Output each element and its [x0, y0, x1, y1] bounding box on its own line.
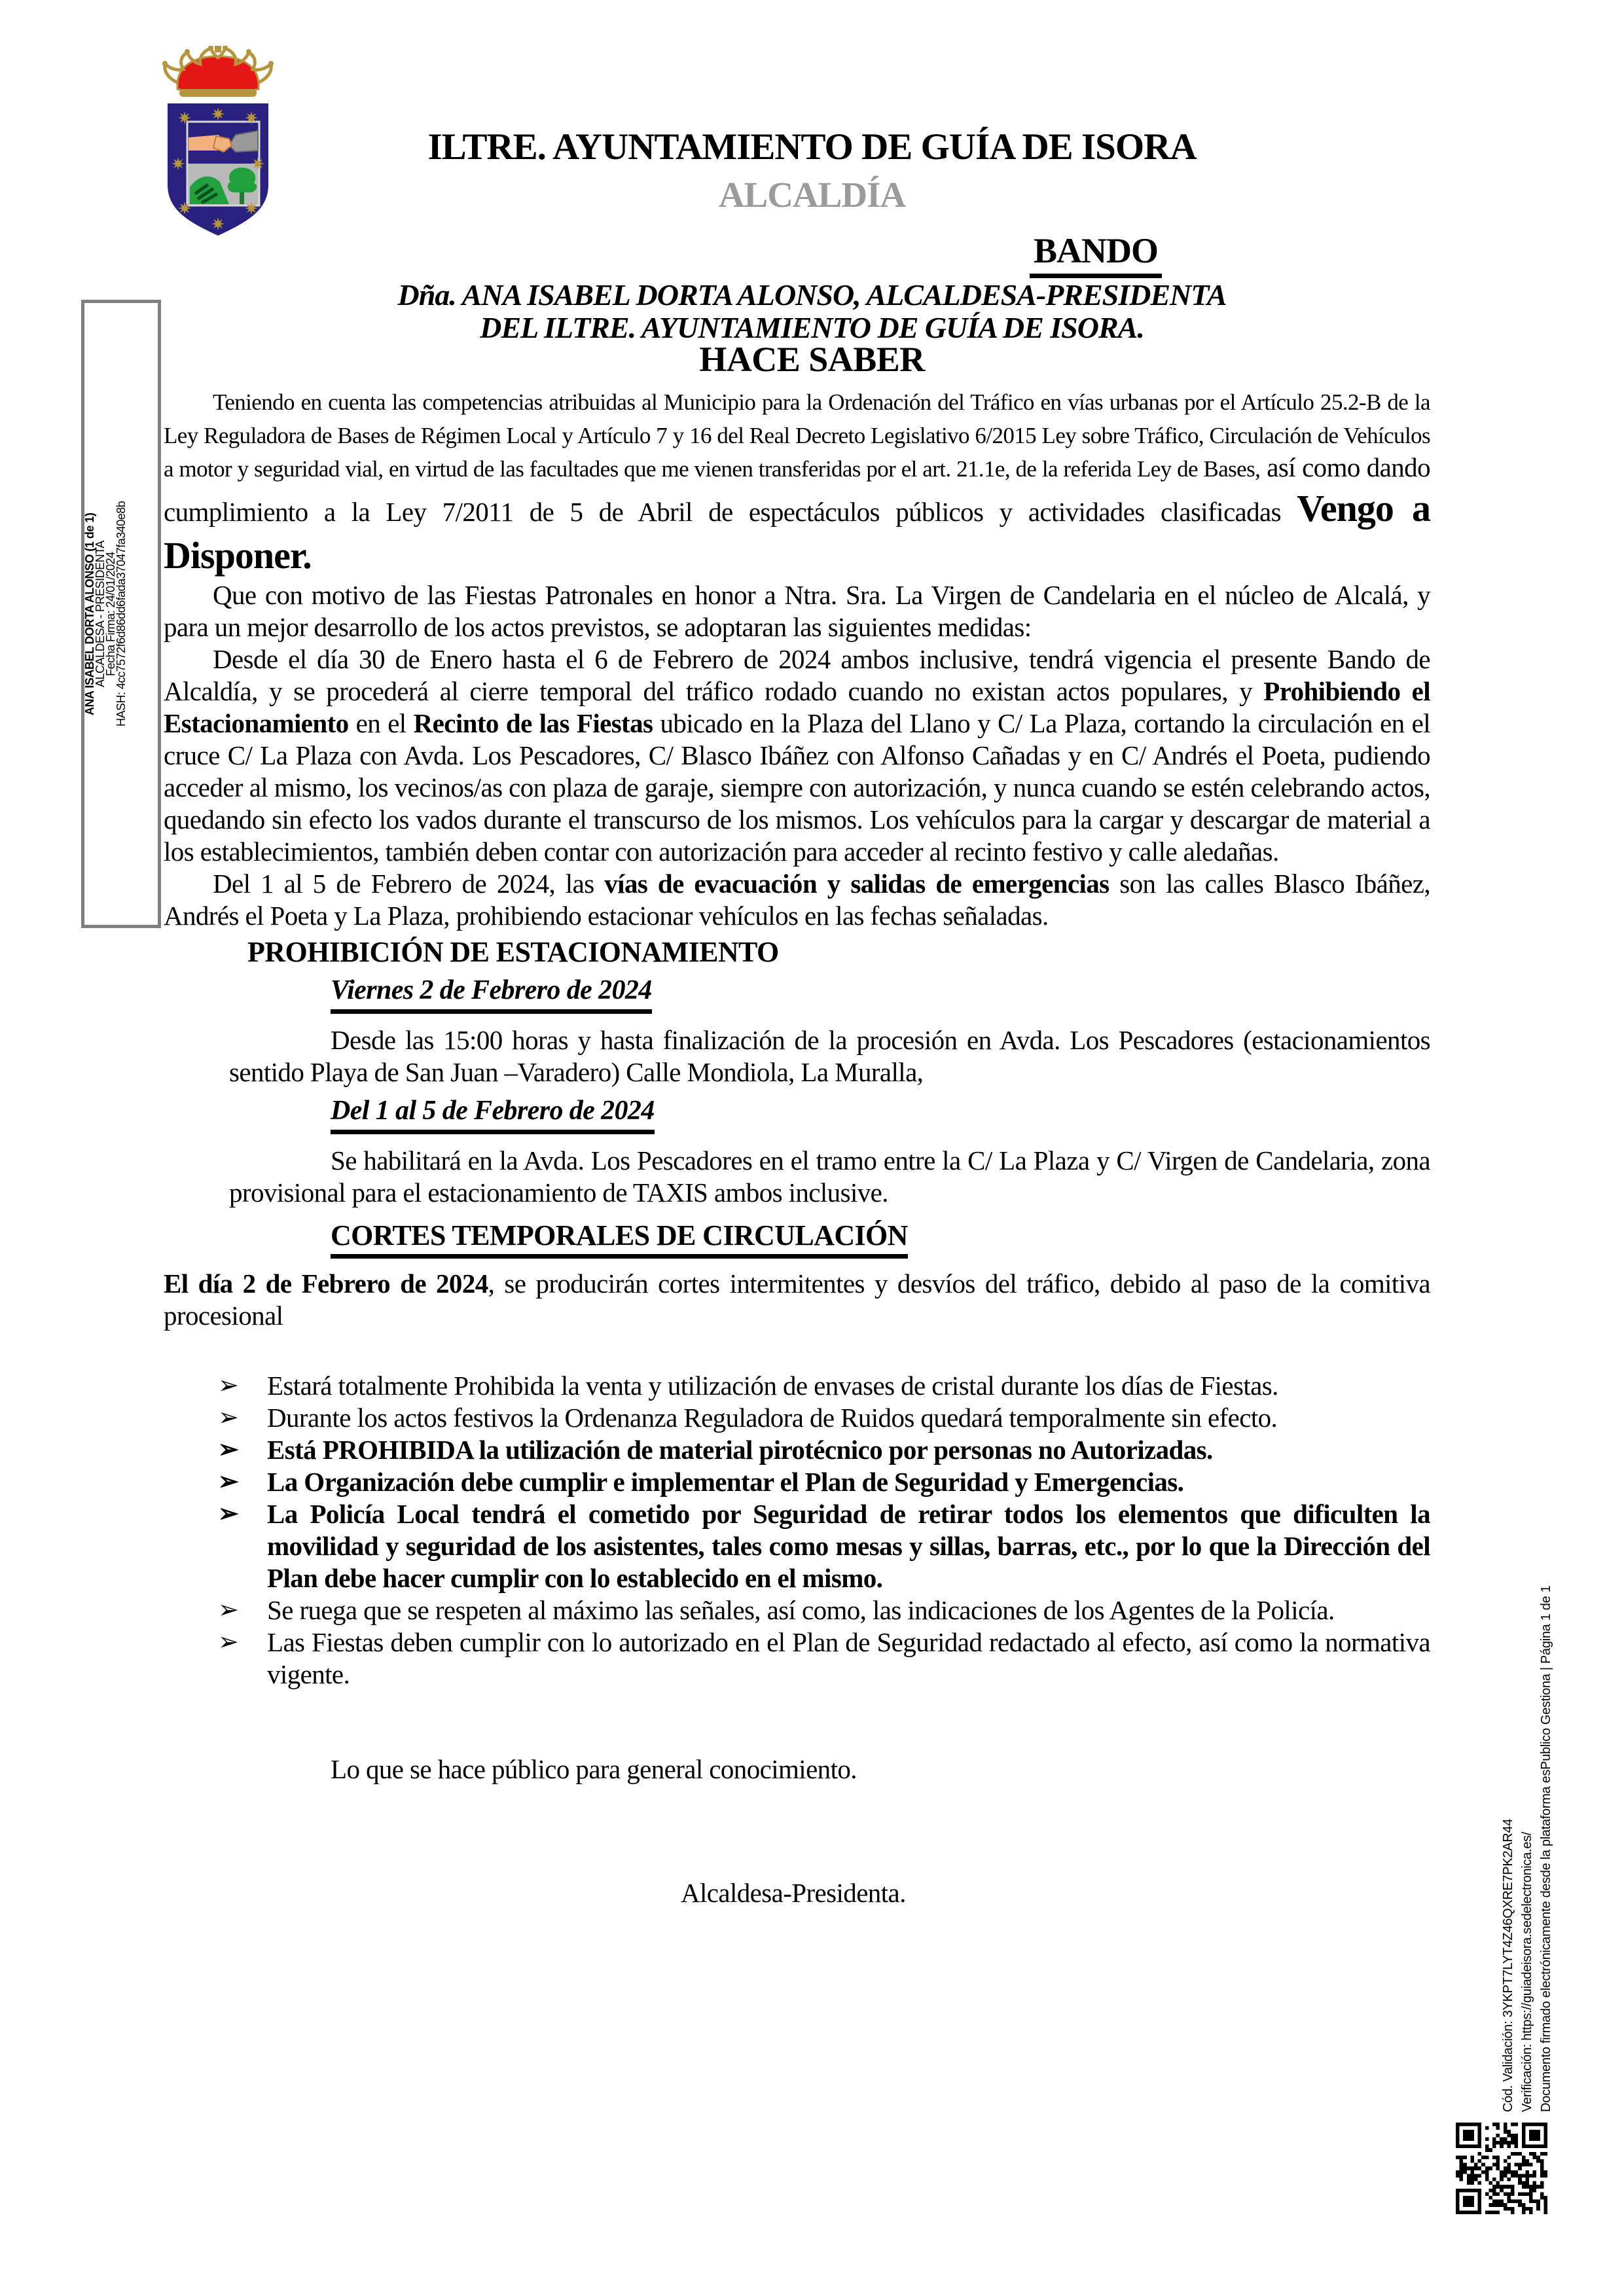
signature-stamp-box [81, 300, 161, 928]
signer-role: ALCALDESA - PRESIDENTA [94, 541, 107, 687]
validation-code: Cód. Validación: 3YKPT7LYT4Z46QXRE7PK2AR44 [1501, 1818, 1515, 2112]
crown-icon [162, 46, 274, 97]
doc-type-title: BANDO [1030, 230, 1162, 278]
issuer-line-1: Dña. ANA ISABEL DORTA ALONSO, ALCALDESA-PRESIDENTA [397, 278, 1227, 312]
validity-c: ubicado en la Plaza del Llano y C/ La Plaza, cortando la circulación en el cruce C/ La Plaza con Avda. Los Pescadores, C/ Blasco Ibáñez con Alfonso Cañadas y en C/ Andrés el Poeta, pudiendo acceder al mismo, los vecinos/as con plaza de garaje, siempre con autorización, y nunca cuando se estén celebrando actos, quedando sin efecto los vados durante el transcurso de los mismos. Los vehículos para la cargar y descargar de material a los establecimientos, también deben contar con autorización para acceder al recinto festivo y calle aledañas. [164, 708, 1430, 867]
arrow-bullet-icon: ➢ [218, 1404, 239, 1431]
list-item-text: Las Fiestas deben cumplir con lo autorizado en el Plan de Seguridad redactado al efecto, así como la normativa vigente. [267, 1627, 1430, 1689]
list-item-text: La Organización debe cumplir e implementar el Plan de Seguridad y Emergencias. [267, 1467, 1184, 1497]
arrow-bullet-icon: ➢ [218, 1596, 239, 1624]
platform-note: Documento firmado electrónicamente desde la plataforma esPublico Gestiona | Página 1 de 1 [1539, 1585, 1553, 2112]
heading-traffic-cuts: CORTES TEMPORALES DE CIRCULACIÓN [331, 1219, 908, 1259]
list-item [218, 1498, 1430, 1594]
rules-list [164, 1370, 1430, 1691]
validation-margin-text [1499, 1370, 1556, 2112]
evacuation-b: son las calles Blasco Ibáñez, Andrés el Poeta y La Plaza, prohibiendo estacionar vehículos en las fechas señaladas. [164, 869, 1431, 931]
list-item [218, 1466, 1430, 1498]
list-item [218, 1370, 1430, 1402]
paragraph-motive: Que con motivo de las Fiestas Patronales en honor a Ntra. Sra. La Virgen de Candelaria en el núcleo de Alcalá, y para un mejor desarrollo de los actos previstos, se adoptaran las siguientes medidas: [164, 580, 1430, 642]
list-item-text: Se ruega que se respeten al máximo las señales, así como, las indicaciones de los Agentes de la Policía. [267, 1595, 1335, 1625]
signature-date: Fecha Firma: 24/01/2024 [104, 552, 117, 676]
paragraph-legal-basis [164, 385, 1430, 579]
list-item-text: Estará totalmente Prohibida la venta y utilización de envases de cristal durante los días de Fiestas. [267, 1371, 1278, 1401]
arrow-bullet-icon: ➢ [218, 1436, 239, 1463]
validity-b: en el [348, 708, 414, 738]
list-item [218, 1626, 1430, 1691]
list-item-text: La Policía Local tendrá el cometido por Seguridad de retirar todos los elementos que dificulten la movilidad y seguridad de los asistentes, tales como mesas y sillas, barras, etc., por lo que la Dirección del Plan debe hacer cumplir con lo establecido en el mismo. [267, 1499, 1430, 1593]
signature-title: Alcaldesa-Presidenta. [681, 1878, 906, 1908]
paragraph-procession: Desde las 15:00 horas y hasta finalización de la procesión en Avda. Los Pescadores (estacionamientos sentido Playa de San Juan –Varadero) Calle Mondiola, La Muralla, [229, 1025, 1430, 1087]
traffic-cuts-rest: , se producirán cortes intermitentes y desvíos del tráfico, debido al paso de la comitiva procesional [164, 1268, 1430, 1331]
heading-date-range: Del 1 al 5 de Febrero de 2024 [331, 1095, 655, 1134]
closing-statement: Lo que se hace público para general conocimiento. [331, 1754, 857, 1784]
validity-bold-2: Recinto de las Fiestas [413, 708, 653, 738]
shield [168, 103, 268, 236]
list-item-text: Está PROHIBIDA la utilización de material pirotécnico por personas no Autorizadas. [267, 1435, 1213, 1465]
list-item [218, 1402, 1430, 1434]
arrow-bullet-icon: ➢ [218, 1372, 239, 1399]
heading-date-friday: Viernes 2 de Febrero de 2024 [331, 975, 652, 1014]
arrow-bullet-icon: ➢ [218, 1468, 239, 1496]
validity-bold-1: Prohibiendo el Estacionamiento [164, 676, 1430, 738]
legal-basis-normal: así como dando cumplimiento a la Ley 7/2011 de 5 de Abril de espectáculos públicos y actividades clasificadas [164, 452, 1430, 527]
paragraph-validity [164, 643, 1430, 868]
issuer-line-2: DEL ILTRE. AYUNTAMIENTO DE GUÍA DE ISORA. [480, 311, 1144, 344]
hace-saber-title: HACE SABER [699, 340, 925, 379]
arrow-bullet-icon: ➢ [218, 1500, 239, 1528]
evacuation-bold: vías de evacuación y salidas de emergencias [604, 869, 1110, 899]
arrow-bullet-icon: ➢ [218, 1628, 239, 1656]
document-body [164, 385, 1430, 1909]
list-item-text: Durante los actos festivos la Ordenanza Reguladora de Ruidos quedará temporalmente sin efecto. [267, 1403, 1278, 1433]
signer-name: ANA ISABEL DORTA ALONSO (1 de 1) [83, 512, 96, 715]
traffic-cuts-date: El día 2 de Febrero de 2024 [164, 1268, 488, 1299]
vengo-a-disponer: Vengo a Disponer. [164, 487, 1431, 577]
paragraph-taxis: Se habilitará en la Avda. Los Pescadores en el tramo entre la C/ La Plaza y C/ Virgen de Candelaria, zona provisional para el estacionamiento de TAXIS ambos inclusive. [229, 1145, 1430, 1208]
validity-a: Desde el día 30 de Enero hasta el 6 de Febrero de 2024 ambos inclusive, tendrá vigencia el presente Bando de Alcaldía, y se procederá al cierre temporal del tráfico rodado cuando no existan actos populares, y [164, 644, 1430, 706]
signature-hash: HASH: 4cc7572f6d86dd6fada37047fa340e8b [115, 501, 128, 727]
dept-title: ALCALDÍA [718, 175, 906, 215]
heading-parking-prohibition: PROHIBICIÓN DE ESTACIONAMIENTO [247, 936, 779, 968]
verification-url: Verificación: https://guiadeisora.sedelectronica.es/ [1520, 1832, 1534, 2112]
paragraph-evacuation [164, 868, 1430, 932]
signature-stamp-text [84, 303, 158, 925]
org-title: ILTRE. AYUNTAMIENTO DE GUÍA DE ISORA [427, 126, 1197, 168]
list-item [218, 1434, 1430, 1466]
evacuation-a: Del 1 al 5 de Febrero de 2024, las [213, 869, 605, 899]
qr-code [1456, 2123, 1547, 2214]
paragraph-traffic-cuts [164, 1268, 1430, 1332]
legal-basis-text: Teniendo en cuenta las competencias atribuidas al Municipio para la Ordenación del Tráfico en vías urbanas por el Artículo 25.2-B de la Ley Reguladora de Bases de Régimen Local y Artículo 7 y 16 del Real Decreto Legislativo 6/2015 Ley sobre Tráfico, Circulación de Vehículos a motor y seguridad vial, en virtud de las facultades que me vienen transferidas por el art. 21.1e, de la referida Ley de Bases, [164, 389, 1430, 482]
list-item [218, 1594, 1430, 1626]
